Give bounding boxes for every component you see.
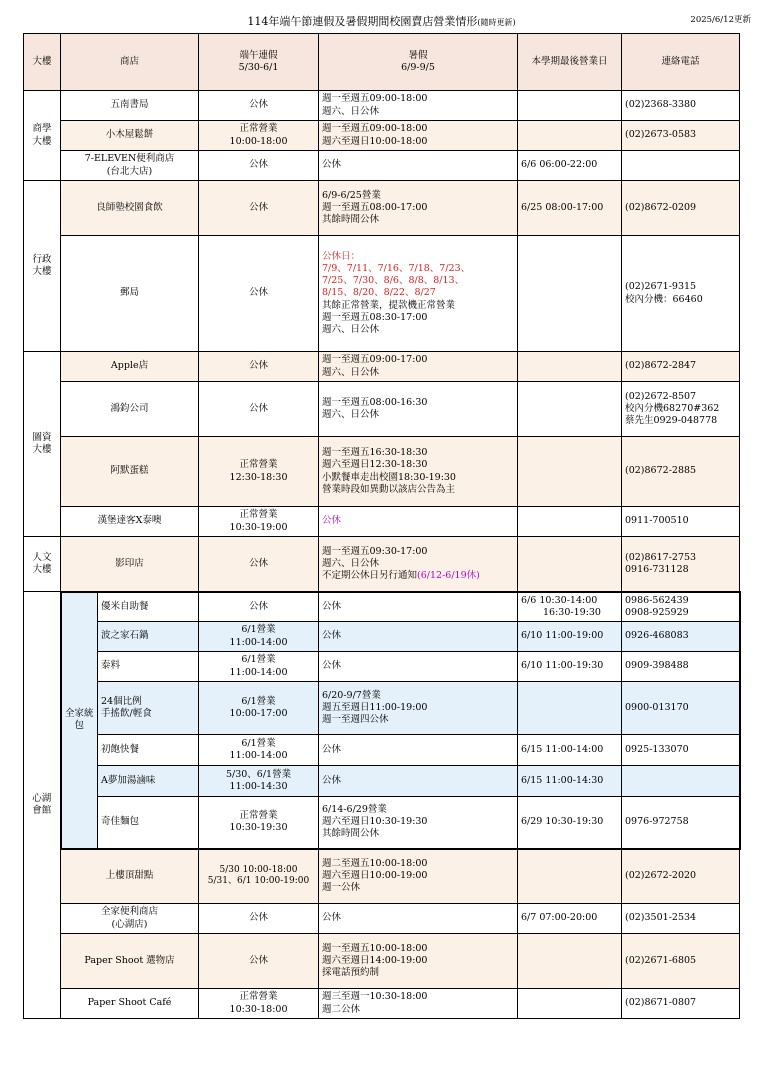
dragon-boat-cell bbox=[199, 352, 319, 382]
store-name: Paper Shoot 選物店 bbox=[84, 954, 175, 966]
col-store: 商店 bbox=[61, 34, 199, 91]
dragon-boat-text: 10:00-18:00 bbox=[229, 135, 288, 147]
phone-text: 蔡先生0929-048778 bbox=[625, 415, 718, 427]
summer-cell bbox=[319, 507, 518, 537]
last-day-cell bbox=[518, 382, 622, 437]
summer-text: 6/20-9/7營業 bbox=[322, 689, 381, 701]
page-title bbox=[0, 13, 763, 29]
building-name: 圖資 bbox=[32, 431, 52, 443]
summer-text: 週一至週五08:00-17:00 bbox=[322, 201, 428, 213]
table-row bbox=[24, 934, 740, 989]
building-cell bbox=[24, 592, 61, 1019]
dragon-boat-text: 6/1營業 bbox=[241, 737, 276, 749]
store-cell bbox=[61, 352, 199, 382]
store-name: 全家便利商店 bbox=[101, 906, 159, 918]
store-cell bbox=[61, 437, 199, 507]
dragon-boat-text: 11:00-14:00 bbox=[229, 636, 288, 648]
dragon-boat-text: 公休 bbox=[249, 402, 269, 414]
summer-text: 其餘時間公休 bbox=[322, 828, 380, 840]
summer-text: 6/14-6/29營業 bbox=[322, 804, 387, 816]
summer-cell bbox=[319, 236, 518, 352]
summer-text: 週六、日公休 bbox=[322, 409, 380, 420]
phone-text: (02)2368-3380 bbox=[625, 99, 697, 111]
dragon-boat-text: 公休 bbox=[249, 954, 269, 966]
summer-text: 週六、日公休 bbox=[322, 557, 380, 569]
phone-cell bbox=[622, 904, 740, 934]
dragon-boat-text: 5/31、6/1 10:00-19:00 bbox=[207, 876, 310, 887]
last-day-text: 6/6 06:00-22:00 bbox=[521, 159, 598, 171]
last-day-cell bbox=[518, 797, 622, 849]
summer-text: 週六、日公休 bbox=[322, 323, 380, 335]
dragon-boat-text: 公休 bbox=[249, 360, 269, 372]
summer-cell bbox=[319, 622, 518, 652]
table-row bbox=[24, 849, 740, 904]
col-summer-label: 暑假 bbox=[408, 49, 428, 61]
summer-text: 週六、日公休 bbox=[322, 105, 380, 117]
last-day-text: 6/7 07:00-20:00 bbox=[521, 912, 598, 924]
table-row bbox=[24, 904, 740, 934]
summer-text: 公休 bbox=[322, 660, 342, 672]
update-date: 2025/6/12更新 bbox=[690, 15, 751, 25]
store-cell bbox=[61, 236, 199, 352]
summer-cell bbox=[319, 592, 518, 622]
dragon-boat-text: 10:00-17:00 bbox=[229, 708, 288, 719]
summer-cell bbox=[319, 766, 518, 797]
store-cell bbox=[61, 904, 199, 934]
store-name: Paper Shoot Café bbox=[87, 997, 172, 1009]
store-name: 上樓頂甜點 bbox=[105, 870, 154, 882]
phone-cell bbox=[622, 652, 740, 682]
store-name: 7-ELEVEN便利商店 bbox=[84, 153, 175, 165]
phone-cell bbox=[622, 437, 740, 507]
summer-text: 週一至週五09:00-18:00 bbox=[322, 123, 428, 135]
summer-cell bbox=[319, 652, 518, 682]
last-day-text: 6/25 08:00-17:00 bbox=[521, 201, 604, 213]
building-name: 會館 bbox=[32, 805, 52, 816]
last-day-cell bbox=[518, 849, 622, 904]
phone-text: (02)2672-2020 bbox=[625, 870, 697, 882]
dragon-boat-cell bbox=[199, 735, 319, 766]
table-row bbox=[24, 537, 740, 592]
dragon-boat-cell bbox=[199, 592, 319, 622]
dragon-boat-cell bbox=[199, 507, 319, 537]
building-name: 大樓 bbox=[32, 135, 52, 147]
phone-cell bbox=[622, 236, 740, 352]
table-row bbox=[24, 151, 740, 181]
phone-text: 0916-731128 bbox=[625, 563, 689, 575]
table-row bbox=[24, 735, 740, 766]
phone-text: 校內分機：66460 bbox=[625, 293, 703, 305]
last-day-cell bbox=[518, 537, 622, 592]
dragon-boat-cell bbox=[199, 904, 319, 934]
summer-text: 營業時段如異動以該店公告為主 bbox=[322, 483, 456, 495]
phone-cell bbox=[622, 352, 740, 382]
dragon-boat-cell bbox=[199, 989, 319, 1019]
last-day-text: 6/6 10:30-14:00 bbox=[521, 594, 598, 606]
store-name: 手搖飲/輕食 bbox=[101, 708, 152, 719]
col-building: 大樓 bbox=[24, 34, 61, 91]
store-cell bbox=[61, 849, 199, 904]
dragon-boat-text: 正常營業 bbox=[239, 991, 278, 1003]
phone-cell bbox=[622, 537, 740, 592]
building-name: 行政 bbox=[32, 253, 52, 265]
summer-text: 週一至週五09:30-17:00 bbox=[322, 545, 428, 557]
dragon-boat-text: 正常營業 bbox=[239, 810, 278, 822]
summer-text: 不定期公休日另行通知 bbox=[322, 569, 418, 581]
last-day-cell bbox=[518, 181, 622, 236]
store-name: 小木屋鬆餅 bbox=[105, 129, 154, 141]
building-name: 大樓 bbox=[32, 266, 52, 277]
table-row bbox=[24, 121, 740, 151]
store-cell bbox=[61, 382, 199, 437]
table-row bbox=[24, 989, 740, 1019]
dragon-boat-cell bbox=[199, 382, 319, 437]
last-day-cell bbox=[518, 622, 622, 652]
phone-text: (02)8672-2885 bbox=[625, 465, 697, 477]
dragon-boat-text: 公休 bbox=[249, 287, 269, 299]
store-name: 波之家石鍋 bbox=[101, 630, 149, 642]
last-day-text: 16:30-19:30 bbox=[543, 606, 601, 618]
phone-cell bbox=[622, 797, 740, 849]
summer-text: 其餘時間公休 bbox=[322, 214, 380, 226]
dragon-boat-cell bbox=[199, 151, 319, 181]
summer-text: 公休 bbox=[322, 515, 342, 527]
last-day-cell bbox=[518, 592, 622, 622]
summer-text: 週一公休 bbox=[322, 882, 361, 894]
phone-text: 校內分機68270#362 bbox=[625, 402, 720, 414]
dragon-boat-cell bbox=[199, 236, 319, 352]
summer-text: 公休 bbox=[322, 630, 342, 642]
dragon-boat-text: 12:30-18:30 bbox=[229, 471, 288, 483]
summer-text: 週五至週日11:00-19:00 bbox=[322, 701, 428, 713]
dragon-boat-cell bbox=[199, 766, 319, 797]
summer-text: 週二公休 bbox=[322, 1003, 361, 1015]
phone-cell bbox=[622, 735, 740, 766]
last-day-cell bbox=[518, 236, 622, 352]
table-row bbox=[24, 91, 740, 121]
phone-cell bbox=[622, 682, 740, 735]
store-name: 阿默蛋糕 bbox=[110, 465, 149, 477]
header-row bbox=[24, 34, 740, 91]
phone-text: (02)8617-2753 bbox=[625, 551, 697, 563]
dragon-boat-text: 正常營業 bbox=[239, 509, 278, 521]
store-name: A夢加湯滷味 bbox=[101, 774, 156, 786]
closed-days-text: 7/25、7/30、8/6、8/8、8/13、 bbox=[322, 275, 465, 287]
store-cell bbox=[61, 537, 199, 592]
building-name: 人文 bbox=[32, 551, 52, 563]
dragon-boat-text: 正常營業 bbox=[239, 123, 278, 135]
store-cell bbox=[98, 797, 199, 849]
last-day-cell bbox=[518, 91, 622, 121]
dragon-boat-cell bbox=[199, 682, 319, 735]
building-cell bbox=[24, 537, 61, 592]
summer-cell bbox=[319, 735, 518, 766]
summer-text: 週六至週日14:00-19:00 bbox=[322, 954, 428, 966]
summer-cell bbox=[319, 537, 518, 592]
phone-text: (02)2671-9315 bbox=[625, 281, 697, 293]
building-name: 心湖 bbox=[32, 792, 52, 804]
summer-text: 其餘正常營業，提款機正常營業 bbox=[322, 299, 456, 311]
phone-text: 0900-013170 bbox=[625, 701, 689, 713]
store-name: 良師塾校園食飲 bbox=[96, 201, 163, 213]
store-name: 初飽快餐 bbox=[101, 743, 140, 755]
store-cell bbox=[98, 592, 199, 622]
last-day-cell bbox=[518, 151, 622, 181]
dragon-boat-text: 11:00-14:30 bbox=[229, 781, 288, 792]
phone-cell bbox=[622, 989, 740, 1019]
dragon-boat-text: 公休 bbox=[249, 600, 269, 612]
store-cell bbox=[98, 622, 199, 652]
phone-cell bbox=[622, 507, 740, 537]
table-row bbox=[24, 682, 740, 735]
store-name: 漢堡達客X泰噢 bbox=[97, 515, 162, 527]
family-group-cell bbox=[61, 592, 98, 849]
col-last-day: 本學期最後營業日 bbox=[518, 34, 622, 91]
dragon-boat-cell bbox=[199, 537, 319, 592]
store-cell bbox=[98, 766, 199, 797]
store-name: 五南書局 bbox=[110, 99, 149, 111]
phone-cell bbox=[622, 766, 740, 797]
dragon-boat-text: 10:30-19:30 bbox=[229, 822, 288, 834]
col-summer bbox=[319, 34, 518, 91]
closed-days-text: 公休日： bbox=[322, 250, 361, 262]
last-day-cell bbox=[518, 352, 622, 382]
building-cell bbox=[24, 352, 61, 537]
summer-text: 週六至週日12:30-18:30 bbox=[322, 459, 428, 471]
family-group-label: 全家統包 bbox=[64, 707, 94, 731]
summer-cell bbox=[319, 437, 518, 507]
summer-cell bbox=[319, 904, 518, 934]
summer-text: 週一至週五10:00-18:00 bbox=[322, 942, 428, 954]
summer-cell bbox=[319, 382, 518, 437]
col-dragon-boat bbox=[199, 34, 319, 91]
phone-cell bbox=[622, 151, 740, 181]
dragon-boat-text: 11:00-14:00 bbox=[229, 750, 288, 761]
summer-text: 週一至週五16:30-18:30 bbox=[322, 447, 428, 459]
dragon-boat-text: 6/1營業 bbox=[241, 624, 276, 636]
summer-text: 週六至週日10:30-19:30 bbox=[322, 816, 428, 828]
phone-text: (02)2673-0583 bbox=[625, 129, 697, 141]
summer-text: 週一至週五09:00-18:00 bbox=[322, 93, 428, 105]
store-name: 影印店 bbox=[115, 557, 144, 569]
store-cell bbox=[61, 151, 199, 181]
dragon-boat-cell bbox=[199, 181, 319, 236]
col-summer-range: 6/9-9/5 bbox=[401, 62, 435, 73]
summer-text: 週一至週五08:30-17:00 bbox=[322, 311, 428, 323]
summer-cell bbox=[319, 181, 518, 236]
summer-text: 公休 bbox=[322, 774, 342, 786]
building-name: 大樓 bbox=[32, 564, 52, 575]
dragon-boat-text: 正常營業 bbox=[239, 459, 278, 471]
store-name: (台北大店) bbox=[106, 165, 153, 177]
last-day-text: 6/15 11:00-14:00 bbox=[521, 743, 604, 755]
summer-text: 小默餐車走出校園18:30-19:30 bbox=[322, 471, 456, 483]
last-day-cell bbox=[518, 904, 622, 934]
store-name: 泰料 bbox=[101, 660, 121, 672]
building-cell bbox=[24, 181, 61, 352]
phone-text: (02)8672-2847 bbox=[625, 360, 697, 372]
last-day-cell bbox=[518, 652, 622, 682]
summer-text: 公休 bbox=[322, 600, 342, 612]
dragon-boat-text: 公休 bbox=[249, 99, 269, 111]
table-row bbox=[24, 507, 740, 537]
dragon-boat-text: 11:00-14:00 bbox=[229, 666, 288, 678]
summer-cell bbox=[319, 934, 518, 989]
table-row bbox=[24, 382, 740, 437]
last-day-text: 6/29 10:30-19:30 bbox=[521, 816, 604, 828]
store-cell bbox=[61, 989, 199, 1019]
dragon-boat-cell bbox=[199, 652, 319, 682]
phone-cell bbox=[622, 181, 740, 236]
store-name: 優米自助餐 bbox=[101, 600, 149, 612]
last-day-cell bbox=[518, 121, 622, 151]
store-name: 奇佳麵包 bbox=[101, 816, 140, 828]
closed-days-text: 7/9、7/11、7/16、7/18、7/23、 bbox=[322, 263, 471, 275]
store-cell bbox=[98, 682, 199, 735]
last-day-cell bbox=[518, 682, 622, 735]
col-dragon-boat-range: 5/30-6/1 bbox=[238, 62, 279, 73]
store-name: 鴻鈞公司 bbox=[110, 402, 149, 414]
phone-cell bbox=[622, 382, 740, 437]
phone-text: (02)2672-8507 bbox=[625, 390, 697, 402]
store-cell bbox=[61, 91, 199, 121]
summer-text: 週六、日公休 bbox=[322, 366, 380, 378]
dragon-boat-cell bbox=[199, 121, 319, 151]
last-day-cell bbox=[518, 735, 622, 766]
summer-cell bbox=[319, 797, 518, 849]
summer-text: 採電話預約制 bbox=[322, 967, 380, 979]
phone-cell bbox=[622, 934, 740, 989]
dragon-boat-cell bbox=[199, 934, 319, 989]
table-row bbox=[24, 352, 740, 382]
dragon-boat-cell bbox=[199, 622, 319, 652]
summer-cell bbox=[319, 91, 518, 121]
store-name: 郵局 bbox=[120, 287, 140, 299]
dragon-boat-text: 公休 bbox=[249, 201, 269, 213]
phone-cell bbox=[622, 849, 740, 904]
summer-text: 週一至週五09:00-17:00 bbox=[322, 354, 428, 366]
last-day-text: 6/10 11:00-19:00 bbox=[521, 630, 604, 642]
store-cell bbox=[98, 652, 199, 682]
phone-text: (02)8672-0209 bbox=[625, 201, 697, 213]
store-cell bbox=[61, 934, 199, 989]
last-day-cell bbox=[518, 507, 622, 537]
dragon-boat-text: 公休 bbox=[249, 159, 269, 171]
phone-text: 0926-468083 bbox=[625, 630, 689, 642]
title-text: 114年端午節連假及暑假期間校園賣店營業情形 bbox=[247, 15, 478, 28]
last-day-text: 6/10 11:00-19:30 bbox=[521, 660, 604, 672]
dragon-boat-text: 公休 bbox=[249, 557, 269, 569]
summer-text: 週三至週一10:30-18:00 bbox=[322, 991, 428, 1003]
summer-text: 週一至週四公休 bbox=[322, 714, 389, 726]
dragon-boat-text: 公休 bbox=[249, 912, 269, 924]
table-row bbox=[24, 236, 740, 352]
building-cell bbox=[24, 91, 61, 181]
phone-text: 0925-133070 bbox=[625, 743, 689, 755]
dragon-boat-text: 5/30 10:00-18:00 bbox=[219, 864, 298, 875]
last-day-text: 6/15 11:00-14:30 bbox=[521, 774, 604, 786]
last-day-cell bbox=[518, 989, 622, 1019]
dragon-boat-cell bbox=[199, 437, 319, 507]
phone-text: (02)3501-2534 bbox=[625, 912, 697, 924]
dragon-boat-cell bbox=[199, 849, 319, 904]
closed-days-text: 8/15、8/20、8/22、8/27 bbox=[322, 287, 436, 299]
col-phone: 連絡電話 bbox=[622, 34, 740, 91]
store-name: (心湖店) bbox=[111, 918, 148, 930]
store-cell bbox=[98, 735, 199, 766]
table-row bbox=[24, 181, 740, 236]
building-name: 大樓 bbox=[32, 444, 52, 455]
summer-cell bbox=[319, 121, 518, 151]
store-cell bbox=[61, 181, 199, 236]
dragon-boat-text: 6/1營業 bbox=[241, 654, 276, 666]
table-row bbox=[24, 437, 740, 507]
phone-text: 0976-972758 bbox=[625, 816, 689, 828]
dragon-boat-cell bbox=[199, 797, 319, 849]
dragon-boat-cell bbox=[199, 91, 319, 121]
building-name: 商學 bbox=[32, 123, 52, 135]
table-row bbox=[24, 797, 740, 849]
summer-text: 6/9-6/25營業 bbox=[322, 189, 381, 201]
table-row bbox=[24, 622, 740, 652]
last-day-cell bbox=[518, 934, 622, 989]
phone-text: 0911-700510 bbox=[625, 515, 689, 527]
phone-cell bbox=[622, 91, 740, 121]
last-day-cell bbox=[518, 437, 622, 507]
closed-days-text: (6/12-6/19休) bbox=[417, 569, 480, 581]
table-row bbox=[24, 652, 740, 682]
summer-text: 週二至週五10:00-18:00 bbox=[322, 858, 428, 870]
col-dragon-boat-label: 端午連假 bbox=[239, 49, 278, 61]
phone-text: (02)8671-0807 bbox=[625, 997, 697, 1009]
summer-text: 週一至週五08:00-16:30 bbox=[322, 396, 428, 408]
summer-cell bbox=[319, 151, 518, 181]
table-row bbox=[24, 766, 740, 797]
last-day-cell bbox=[518, 766, 622, 797]
summer-cell bbox=[319, 849, 518, 904]
dragon-boat-text: 10:30-19:00 bbox=[229, 521, 288, 533]
dragon-boat-text: 10:30-18:00 bbox=[229, 1003, 288, 1015]
dragon-boat-text: 6/1營業 bbox=[241, 695, 276, 707]
store-name: Apple店 bbox=[110, 360, 149, 372]
table-row bbox=[24, 592, 740, 622]
phone-cell bbox=[622, 121, 740, 151]
phone-text: 0986-562439 bbox=[625, 594, 689, 606]
phone-text: 0908-925929 bbox=[625, 606, 689, 618]
phone-text: 0909-398488 bbox=[625, 660, 689, 672]
summer-text: 公休 bbox=[322, 743, 342, 755]
summer-cell bbox=[319, 682, 518, 735]
summer-text: 公休 bbox=[322, 159, 342, 171]
phone-text: (02)2671-6805 bbox=[625, 954, 697, 966]
store-cell bbox=[61, 121, 199, 151]
store-name: 24個比例 bbox=[101, 695, 142, 707]
phone-cell bbox=[622, 622, 740, 652]
summer-text: 週六至週日10:00-18:00 bbox=[322, 135, 428, 147]
summer-cell bbox=[319, 352, 518, 382]
summer-text: 公休 bbox=[322, 912, 342, 924]
dragon-boat-text: 5/30、6/1營業 bbox=[225, 768, 292, 780]
title-note: (隨時更新) bbox=[477, 18, 516, 27]
store-cell bbox=[61, 507, 199, 537]
store-hours-table bbox=[23, 33, 741, 1019]
summer-text: 週六至週日10:00-19:00 bbox=[322, 870, 428, 882]
phone-cell bbox=[622, 592, 740, 622]
summer-cell bbox=[319, 989, 518, 1019]
